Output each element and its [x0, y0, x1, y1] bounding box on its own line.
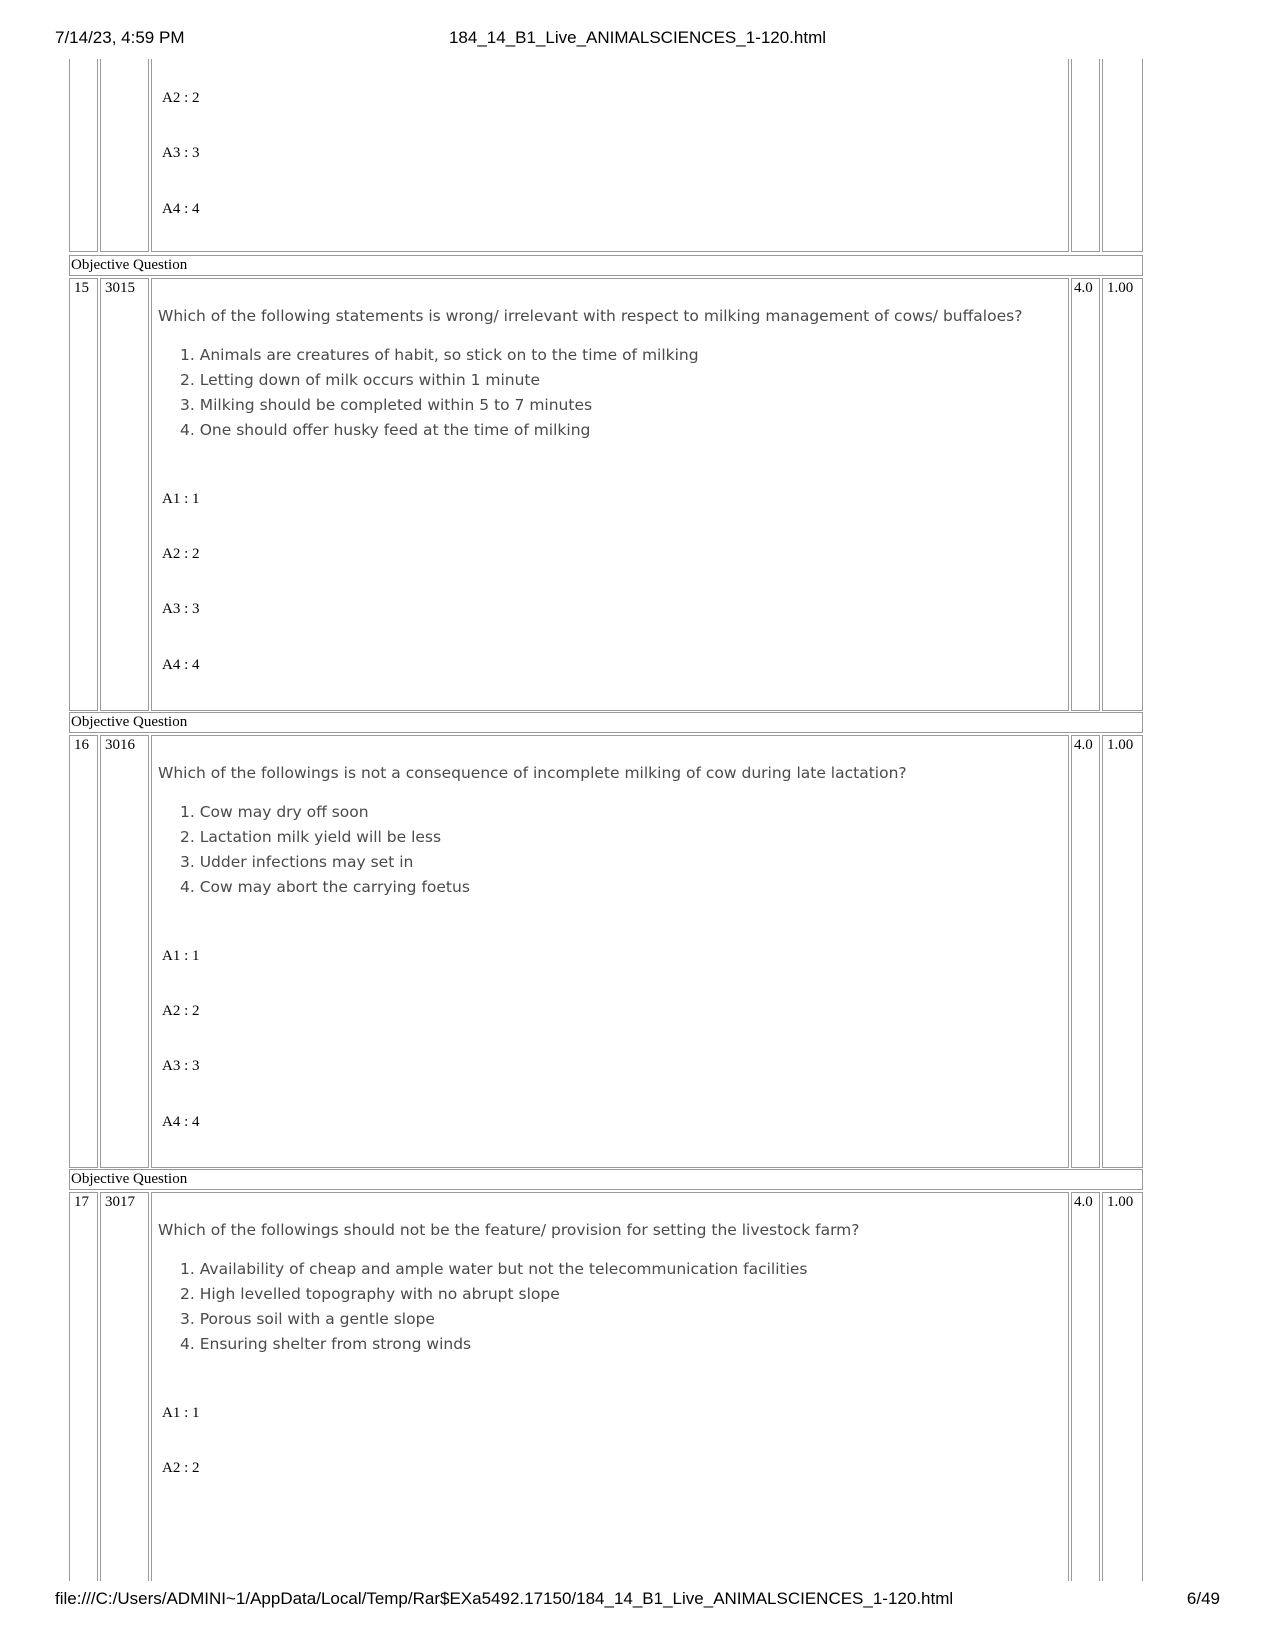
question-id: 3016 [105, 737, 135, 753]
option-item: 3. Porous soil with a gentle slope [180, 1310, 435, 1328]
question-cell [151, 278, 1069, 711]
option-item: 3. Milking should be completed within 5 to 7 minutes [180, 396, 593, 414]
print-title: 184_14_B1_Live_ANIMALSCIENCES_1-120.html [448, 28, 827, 47]
question-id: 3017 [105, 1194, 135, 1210]
answer-option: A1 : 1 [162, 948, 200, 964]
option-item: 4. Cow may abort the carrying foetus [180, 878, 470, 896]
option-item: 2. Lactation milk yield will be less [180, 828, 442, 846]
file-path: file:///C:/Users/ADMINI~1/AppData/Local/Temp/Rar$EXa5492.17150/184_14_B1_Live_ANIMALSCIENCES_1-120.html [55, 1589, 954, 1608]
marks-value: 4.0 [1074, 1194, 1093, 1210]
sno-cell [69, 59, 98, 252]
marks-cell [1071, 59, 1100, 252]
question-type-row [69, 255, 1143, 276]
question-text: Which of the followings is not a consequence of incomplete milking of cow during late lactation? [158, 764, 907, 782]
question-cell [151, 59, 1069, 252]
question-number: 15 [74, 280, 89, 296]
negative-cell [1102, 1192, 1143, 1581]
option-item: 2. Letting down of milk occurs within 1 minute [180, 371, 541, 389]
page-number: 6/49 [1186, 1589, 1220, 1608]
marks-cell [1071, 278, 1100, 711]
option-item: 1. Animals are creatures of habit, so stick on to the time of milking [180, 346, 699, 364]
question-id: 3015 [105, 280, 135, 296]
option-item: 1. Availability of cheap and ample water but not the telecommunication facilities [180, 1260, 808, 1278]
option-item: 4. One should offer husky feed at the time of milking [180, 421, 591, 439]
answer-option: A2 : 2 [162, 90, 200, 106]
print-footer [55, 1589, 1220, 1613]
qid-cell [100, 1192, 149, 1581]
option-list [180, 343, 699, 443]
negative-marks-value: 1.00 [1107, 280, 1134, 296]
answer-option: A4 : 4 [162, 657, 200, 673]
negative-marks-value: 1.00 [1107, 737, 1134, 753]
answer-option: A2 : 2 [162, 1003, 200, 1019]
option-item: 3. Udder infections may set in [180, 853, 414, 871]
answer-option: A2 : 2 [162, 546, 200, 562]
question-sheet [69, 59, 1206, 1581]
sno-cell [69, 278, 98, 711]
negative-cell [1102, 278, 1143, 711]
option-list [180, 1257, 808, 1357]
question-cell [151, 735, 1069, 1168]
question-text: Which of the following statements is wrong/ irrelevant with respect to milking management of cows/ buffaloes? [158, 307, 1023, 325]
sno-cell [69, 735, 98, 1168]
print-header [55, 28, 1220, 52]
negative-cell [1102, 735, 1143, 1168]
question-type-label: Objective Question [71, 1171, 188, 1187]
answer-option: A3 : 3 [162, 145, 200, 161]
answer-option: A2 : 2 [162, 1460, 200, 1476]
option-item: 4. Ensuring shelter from strong winds [180, 1335, 472, 1353]
answer-option: A3 : 3 [162, 1058, 200, 1074]
answer-option: A4 : 4 [162, 1114, 200, 1130]
option-list [180, 800, 470, 900]
answer-option: A1 : 1 [162, 1405, 200, 1421]
sno-cell [69, 1192, 98, 1581]
marks-value: 4.0 [1074, 737, 1093, 753]
question-type-row [69, 1169, 1143, 1190]
marks-value: 4.0 [1074, 280, 1093, 296]
option-item: 1. Cow may dry off soon [180, 803, 369, 821]
option-item: 2. High levelled topography with no abrupt slope [180, 1285, 560, 1303]
negative-cell [1102, 59, 1143, 252]
answer-option: A1 : 1 [162, 491, 200, 507]
answer-option: A4 : 4 [162, 201, 200, 217]
negative-marks-value: 1.00 [1107, 1194, 1134, 1210]
marks-cell [1071, 1192, 1100, 1581]
question-type-row [69, 712, 1143, 733]
question-number: 17 [74, 1194, 89, 1210]
print-datetime: 7/14/23, 4:59 PM [55, 28, 185, 47]
question-type-label: Objective Question [71, 714, 188, 730]
marks-cell [1071, 735, 1100, 1168]
question-cell [151, 1192, 1069, 1581]
answer-option: A3 : 3 [162, 601, 200, 617]
question-type-label: Objective Question [71, 257, 188, 273]
question-number: 16 [74, 737, 89, 753]
qid-cell [100, 735, 149, 1168]
question-text: Which of the followings should not be the feature/ provision for setting the livestock farm? [158, 1221, 860, 1239]
qid-cell [100, 59, 149, 252]
qid-cell [100, 278, 149, 711]
